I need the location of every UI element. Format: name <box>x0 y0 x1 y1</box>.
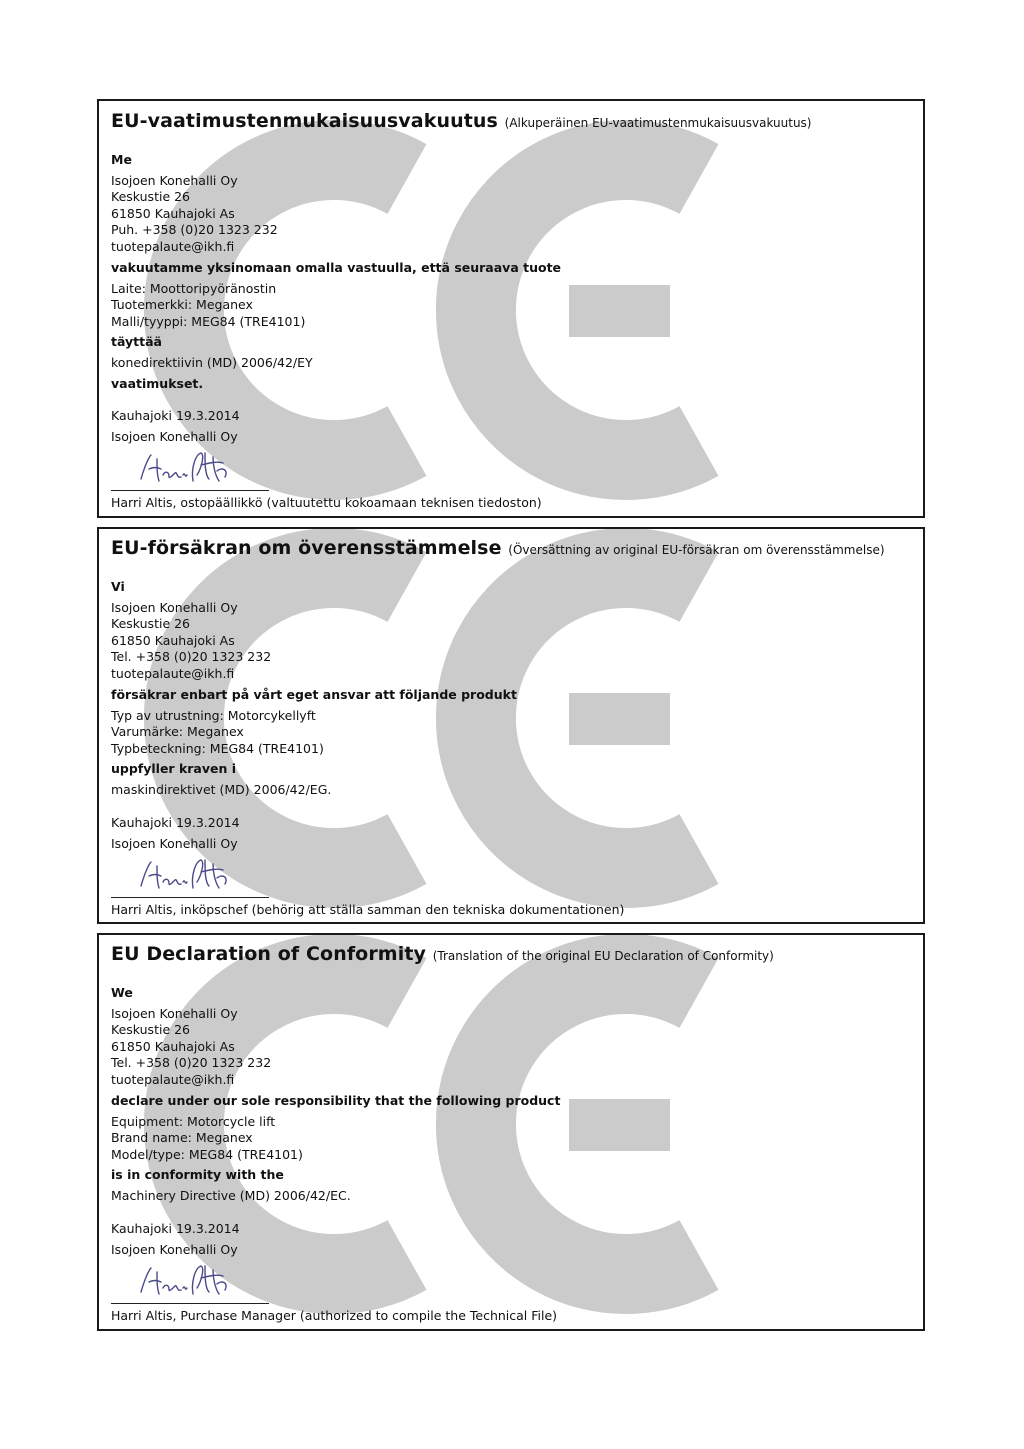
street-address: Keskustie 26 <box>111 189 191 204</box>
place-date: Kauhajoki 19.3.2014 <box>111 408 240 423</box>
declaration-panel-sv <box>97 527 925 924</box>
declare-statement: försäkrar enbart på vårt eget ansvar att följande produkt <box>111 687 517 702</box>
signature-icon <box>135 852 235 894</box>
signatory-name: Harri Altis, inköpschef (behörig att ställa samman den tekniska dokumentationen) <box>111 902 625 917</box>
postal-address: 61850 Kauhajoki As <box>111 206 235 221</box>
product-equipment: Typ av utrustning: Motorcykellyft <box>111 708 316 723</box>
street-address: Keskustie 26 <box>111 616 191 631</box>
place-date: Kauhajoki 19.3.2014 <box>111 815 240 830</box>
email: tuotepalaute@ikh.fi <box>111 1072 235 1087</box>
company-name: Isojoen Konehalli Oy <box>111 173 238 188</box>
product-model: Typbeteckning: MEG84 (TRE4101) <box>111 741 324 756</box>
product-equipment: Laite: Moottoripyöränostin <box>111 281 277 296</box>
street-address: Keskustie 26 <box>111 1022 191 1037</box>
we-label: We <box>111 985 133 1000</box>
title-subtitle: (Translation of the original EU Declaration of Conformity) <box>432 949 774 963</box>
product-model: Model/type: MEG84 (TRE4101) <box>111 1147 303 1162</box>
conformity-statement: uppfyller kraven i <box>111 761 237 776</box>
closing-statement: vaatimukset. <box>111 376 204 391</box>
declaration-panel-fi <box>97 99 925 518</box>
signature-line <box>111 490 269 491</box>
phone: Tel. +358 (0)20 1323 232 <box>111 1055 272 1070</box>
product-brand: Varumärke: Meganex <box>111 724 244 739</box>
declaration-title <box>111 943 774 965</box>
signature-icon <box>135 1258 235 1300</box>
directive: konedirektiivin (MD) 2006/42/EY <box>111 355 313 370</box>
conformity-statement: is in conformity with the <box>111 1167 284 1182</box>
we-label: Vi <box>111 579 125 594</box>
signing-company: Isojoen Konehalli Oy <box>111 429 238 444</box>
email: tuotepalaute@ikh.fi <box>111 666 235 681</box>
title-text: EU Declaration of Conformity <box>111 943 426 965</box>
we-label: Me <box>111 152 132 167</box>
company-name: Isojoen Konehalli Oy <box>111 600 238 615</box>
title-subtitle: (Alkuperäinen EU-vaatimustenmukaisuusvakuutus) <box>504 116 812 130</box>
directive: Machinery Directive (MD) 2006/42/EC. <box>111 1188 351 1203</box>
signatory-name: Harri Altis, Purchase Manager (authorized to compile the Technical File) <box>111 1308 558 1323</box>
place-date: Kauhajoki 19.3.2014 <box>111 1221 240 1236</box>
product-equipment: Equipment: Motorcycle lift <box>111 1114 276 1129</box>
signature-icon <box>135 445 235 487</box>
signatory-name: Harri Altis, ostopäällikkö (valtuutettu kokoamaan teknisen tiedoston) <box>111 495 542 510</box>
product-brand: Brand name: Meganex <box>111 1130 253 1145</box>
signing-company: Isojoen Konehalli Oy <box>111 836 238 851</box>
signature-line <box>111 897 269 898</box>
declaration-title <box>111 110 812 132</box>
title-text: EU-vaatimustenmukaisuusvakuutus <box>111 110 498 132</box>
product-model: Malli/tyyppi: MEG84 (TRE4101) <box>111 314 306 329</box>
product-brand: Tuotemerkki: Meganex <box>111 297 253 312</box>
directive: maskindirektivet (MD) 2006/42/EG. <box>111 782 332 797</box>
declare-statement: declare under our sole responsibility that the following product <box>111 1093 561 1108</box>
declare-statement: vakuutamme yksinomaan omalla vastuulla, että seuraava tuote <box>111 260 562 275</box>
signature-line <box>111 1303 269 1304</box>
signing-company: Isojoen Konehalli Oy <box>111 1242 238 1257</box>
postal-address: 61850 Kauhajoki As <box>111 633 235 648</box>
email: tuotepalaute@ikh.fi <box>111 239 235 254</box>
conformity-statement: täyttää <box>111 334 162 349</box>
phone: Tel. +358 (0)20 1323 232 <box>111 649 272 664</box>
title-text: EU-försäkran om överensstämmelse <box>111 537 502 559</box>
postal-address: 61850 Kauhajoki As <box>111 1039 235 1054</box>
company-name: Isojoen Konehalli Oy <box>111 1006 238 1021</box>
declaration-title <box>111 537 885 559</box>
title-subtitle: (Översättning av original EU-försäkran om överensstämmelse) <box>508 543 885 557</box>
declaration-panel-en <box>97 933 925 1331</box>
phone: Puh. +358 (0)20 1323 232 <box>111 222 278 237</box>
